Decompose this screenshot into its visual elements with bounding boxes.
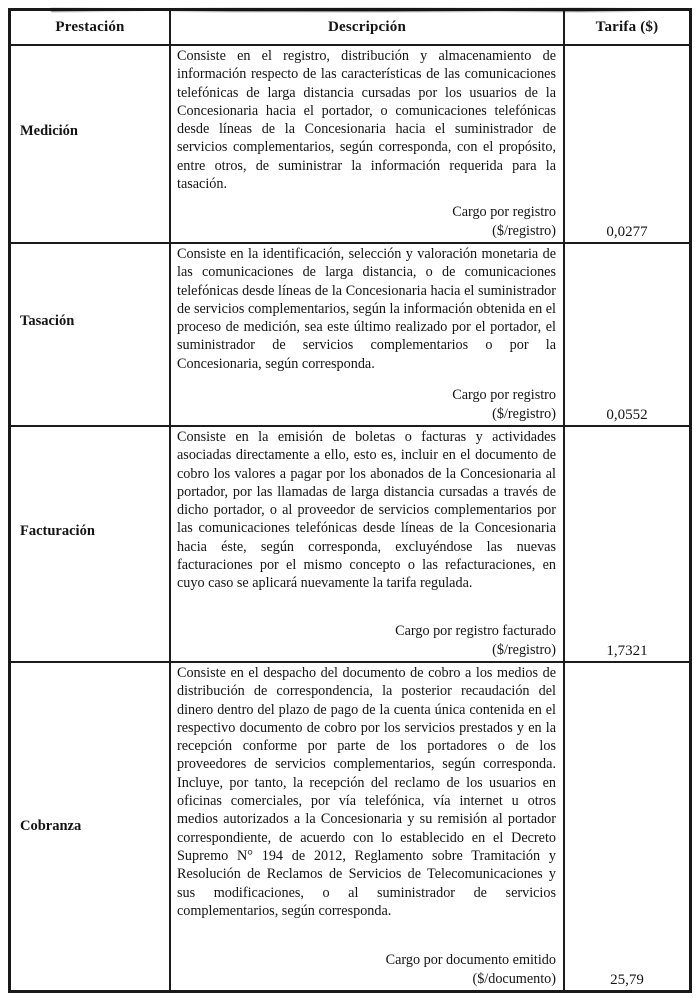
- cargo-unit: ($/registro): [492, 222, 556, 239]
- descripcion-text: Consiste en el registro, distribución y almacenamiento de información respecto de las características de las comunicaciones telefónicas de larga distancia cursadas por los usuarios de la Concesionaria hacia el portador, o comunicaciones telefónicas desde líneas de la Concesionaria hacia el suministrador de servicios complementarios, según corresponda, con el propósito, entre otros, de suministrar la información requerida para la tasación.: [177, 48, 556, 193]
- table-row-tasacion: [11, 244, 689, 427]
- descripcion-cell: [171, 244, 565, 425]
- tarifa-value: 0,0277: [606, 224, 648, 240]
- table-row-facturacion: [11, 427, 689, 663]
- cargo-block: [177, 951, 556, 988]
- prestacion-label: Medición: [11, 46, 171, 242]
- cargo-label: Cargo por registro: [452, 204, 556, 221]
- descripcion-cell: [171, 46, 565, 242]
- cargo-label: Cargo por documento emitido: [385, 952, 556, 969]
- descripcion-cell: [171, 663, 565, 990]
- table-row-cobranza: [11, 663, 689, 990]
- prestacion-label: Facturación: [11, 427, 171, 661]
- cargo-label: Cargo por registro facturado: [395, 623, 556, 640]
- cargo-unit: ($/registro): [492, 641, 556, 658]
- cargo-block: [177, 622, 556, 659]
- cargo-block: [177, 203, 556, 240]
- tarifa-value: 25,79: [610, 972, 644, 988]
- header-prestacion: Prestación: [11, 11, 171, 44]
- cargo-block: [177, 386, 556, 423]
- prestacion-label: Cobranza: [11, 663, 171, 990]
- tarifa-value: 0,0552: [606, 407, 648, 423]
- prestacion-label: Tasación: [11, 244, 171, 425]
- table-header-row: [11, 11, 689, 46]
- tariff-table: [8, 8, 692, 993]
- header-tarifa: Tarifa ($): [595, 19, 659, 35]
- cargo-label: Cargo por registro: [452, 387, 556, 404]
- header-descripcion: Descripción: [171, 11, 565, 44]
- descripcion-cell: [171, 427, 565, 661]
- cargo-unit: ($/registro): [492, 405, 556, 422]
- descripcion-text: Consiste en el despacho del documento de cobro a los medios de distribución de correspondencia, la posterior recaudación del dinero dentro del plazo de pago de la cuenta única contenida en el respectivo documento de cobro por los servicios prestados y en la recepción conforme por parte de los portadores o de los proveedores de servicios complementarios, según corresponda. Incluye, por tanto, la recepción del reclamo de los usuarios en oficinas comerciales, por vía telefónica, vía internet u otros medios autorizados a la Concesionaria y su remisión al portador correspondiente, de acuerdo con lo establecido en el Decreto Supremo N° 194 de 2012, Reglamento sobre Tramitación y Resolución de Reclamos de Servicios de Telecomunicaciones y sus modificaciones, o al suministrador de servicios complementarios, según corresponda.: [177, 665, 556, 919]
- descripcion-text: Consiste en la identificación, selección y valoración monetaria de las comunicaciones de larga distancia, o de comunicaciones telefónicas desde líneas de la Concesionaria hacia el suministrador de servicios complementarios, según la información obtenida en el proceso de medición, sea este último realizado por el portador, el suministrador de servicios complementarios o por la Concesionaria, según corresponda.: [177, 246, 556, 372]
- cargo-unit: ($/documento): [472, 970, 556, 987]
- tarifa-value: 1,7321: [606, 643, 648, 659]
- descripcion-text: Consiste en la emisión de boletas o facturas y actividades asociadas directamente a ello, esto es, incluir en el documento de cobro los valores a pagar por los abonados de la Concesionaria al portador, por las llamadas de larga distancia cursadas a través de dicho portador, o al proveedor de servicios complementarios por las comunicaciones telefónicas desde líneas de la Concesionaria hacia éste, según corresponda, excluyéndose las nuevas facturaciones por el mismo concepto o las refacturaciones, en cuyo caso se aplicará nuevamente la tarifa regulada.: [177, 429, 556, 592]
- table-row-medicion: [11, 46, 689, 244]
